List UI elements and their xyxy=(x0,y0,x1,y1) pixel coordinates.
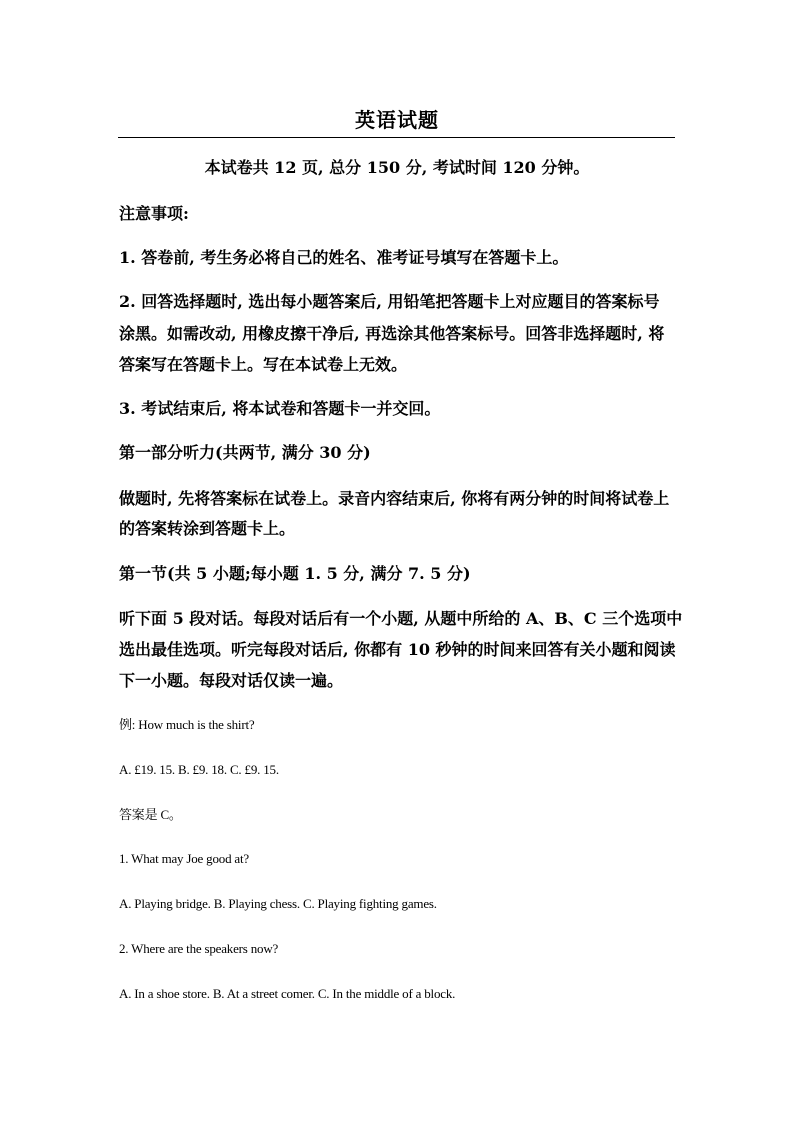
notice-item-2-line-2: 涂黑。如需改动, 用橡皮擦干净后, 再选涂其他答案标号。回答非选择题时, 将 xyxy=(119,324,665,343)
exam-intro: 本试卷共 12 页, 总分 150 分, 考试时间 120 分钟。 xyxy=(204,158,590,177)
question-2: 2. Where are the speakers now? xyxy=(119,941,279,956)
notice-item-3: 3. 考试结束后, 将本试卷和答题卡一并交回。 xyxy=(119,399,441,418)
part1-heading: 第一部分听力(共两节, 满分 30 分) xyxy=(119,443,371,462)
part1-instruction-line-1: 做题时, 先将答案标在试卷上。录音内容结束后, 你将有两分钟的时间将试卷上 xyxy=(119,489,670,508)
part1-instruction-line-2: 的答案转涂到答题卡上。 xyxy=(119,519,296,538)
question-2-options: A. In a shoe store. B. At a street comer. C. In the middle of a block. xyxy=(119,986,456,1001)
example-answer: 答案是 C。 xyxy=(119,807,182,822)
section1-heading: 第一节(共 5 小题;每小题 1. 5 分, 满分 7. 5 分) xyxy=(119,564,471,583)
section1-instruction-line-1: 听下面 5 段对话。每段对话后有一个小题, 从题中所给的 A、B、C 三个选项中 xyxy=(119,609,683,628)
notice-heading: 注意事项: xyxy=(119,204,189,223)
question-1: 1. What may Joe good at? xyxy=(119,851,249,866)
section1-instruction-line-3: 下一小题。每段对话仅读一遍。 xyxy=(119,671,344,690)
example-question: 例: How much is the shirt? xyxy=(119,717,255,732)
section1-instruction-line-2: 选出最佳选项。听完每段对话后, 你都有 10 秒钟的时间来回答有关小题和阅读 xyxy=(119,640,676,659)
question-1-options: A. Playing bridge. B. Playing chess. C. Playing fighting games. xyxy=(119,896,437,911)
title-divider xyxy=(118,137,675,138)
notice-item-2-line-3: 答案写在答题卡上。写在本试卷上无效。 xyxy=(119,355,408,374)
example-options: A. £19. 15. B. £9. 18. C. £9. 15. xyxy=(119,762,279,777)
page-title: 英语试题 xyxy=(355,108,439,132)
notice-item-1: 1. 答卷前, 考生务必将自己的姓名、准考证号填写在答题卡上。 xyxy=(119,248,569,267)
notice-item-2-line-1: 2. 回答选择题时, 选出每小题答案后, 用铅笔把答题卡上对应题目的答案标号 xyxy=(119,292,660,311)
